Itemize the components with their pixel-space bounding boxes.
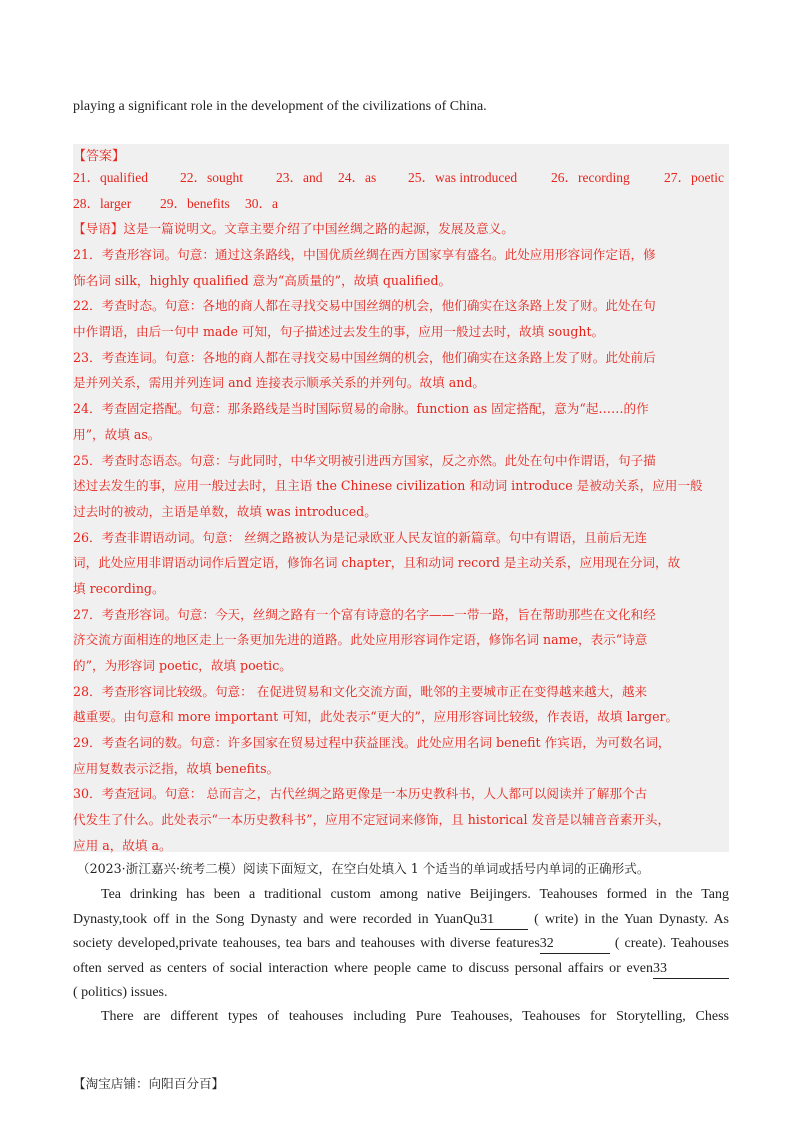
passage-line: There are different types of teahouses including Pure Teahouses, Teahouses for Storytelling, Chess: [101, 1009, 729, 1024]
question-heading: （2023·浙江嘉兴·统考二模）阅读下面短文，在空白处填入 1 个适当的单词或括号内单词的正确形式。: [77, 861, 650, 876]
answer-item-24: 24．as: [338, 170, 377, 185]
answer-item-26: 26．recording: [551, 170, 630, 185]
passage-paragraph-2: [73, 1005, 729, 1030]
explanation-27: 27．考查形容词。句意：今天，丝绸之路有一个富有诗意的名字——一带一路，旨在帮助那些在文化和经 济交流方面相连的地区走上一条更加先进的道路。此处应用形容词作定语，修饰名词 name，表示“诗意 的”，为形容词 poetic，故填 poetic。: [73, 606, 656, 673]
explanation-28: 28．考查形容词比较级。句意： 在促进贸易和文化交流方面，毗邻的主要城市正在变得越来越大，越来 越重要。由句意和 more important 可知，此处表示“更大的”，应用形容词比较级，作表语，故填 larger。: [73, 683, 679, 725]
blank-31[interactable]: 31: [480, 911, 528, 930]
answer-item-29: 29．benefits: [160, 196, 230, 211]
answer-heading: 【答案】: [73, 149, 126, 164]
explanation-30: 30．考查冠词。句意： 总而言之，古代丝绸之路更像是一本历史教科书，人人都可以阅读并了解那个古 代发生了什么。此处表示“一本历史教科书”，应用不定冠词来修饰，且 historical 发音是以辅音音素开头， 应用 a，故填 a。: [73, 786, 671, 853]
answer-item-25: 25．was introduced: [408, 170, 518, 185]
answer-item-27: 27．poetic: [664, 170, 724, 185]
passage-line: Tea drinking has been a traditional custom among native Beijingers. Teahouses formed in the Tang: [101, 887, 729, 902]
explanation-23: 23．考查连词。句意：各地的商人都在寻找交易中国丝绸的机会，他们确实在这条路上发了财。此处前后 是并列关系，需用并列连词 and 连接表示顺承关系的并列句。故填 and。: [73, 349, 656, 391]
footer-shop-label: 【淘宝店铺：向阳百分百】: [73, 1076, 225, 1091]
passage-line: ( politics) issues.: [73, 985, 168, 1000]
explanation-list: [73, 242, 729, 859]
explanation-26: 26．考查非谓语动词。句意： 丝绸之路被认为是记录欧亚人民友谊的新篇章。句中有谓语，且前后无连 词，此处应用非谓语动词作后置定语，修饰名词 chapter，且和动词 record 是主动关系，应用现在分词，故 填 recording。: [73, 529, 681, 596]
answer-item-22: 22．sought: [180, 170, 244, 185]
blank-33[interactable]: 33: [653, 960, 729, 979]
blank-32[interactable]: 32: [540, 935, 610, 954]
answer-item-23: 23．and: [276, 170, 323, 185]
explanation-25: 25．考查时态语态。句意：与此同时，中华文明被引进西方国家，反之亦然。此处在句中作谓语，句子描 述过去发生的事，应用一般过去时，且主语 the Chinese civilization 和动词 introduce 是被动关系，应用一般 过去时的被动，主语是单数，故填 was introduced。: [73, 452, 703, 519]
answer-item-21: 21．qualified: [73, 170, 148, 185]
passage-line: often served as centers of social interaction where people came to discuss personal affairs or even33: [73, 957, 729, 982]
answer-row-2: [73, 194, 729, 214]
passage-line: society developed,private teahouses, tea bars and teahouses with diverse features32 ( create). Teahouses: [73, 932, 729, 957]
explanation-22: 22．考查时态。句意：各地的商人都在寻找交易中国丝绸的机会，他们确实在这条路上发了财。此处在句 中作谓语，由后一句中 made 可知，句子描述过去发生的事，应用一般过去时，故填 sought。: [73, 298, 656, 340]
passage-paragraph-1: [73, 883, 729, 1006]
answer-row-1: [73, 168, 729, 188]
explanation-24: 24．考查固定搭配。句意：那条路线是当时国际贸易的命脉。function as 固定搭配，意为“起……的作 用”，故填 as。: [73, 401, 649, 442]
explanation-29: 29．考查名词的数。句意：许多国家在贸易过程中获益匪浅。此处应用名词 benefit 作宾语，为可数名词， 应用复数表示泛指，故填 benefits。: [73, 735, 671, 776]
explanation-21: 21．考查形容词。句意：通过这条路线，中国优质丝绸在西方国家享有盛名。此处应用形容词作定语，修 饰名词 silk，highly qualified 意为“高质量的”，故填 qualified。: [73, 247, 656, 288]
guide-text: 【导语】这是一篇说明文。文章主要介绍了中国丝绸之路的起源，发展及意义。: [73, 221, 514, 236]
passage-line: Dynasty,took off in the Song Dynasty and were recorded in YuanQu31 ( write) in the Yuan Dynasty. As: [73, 908, 729, 933]
answer-item-30: 30．a: [245, 196, 278, 211]
answer-item-28: 28．larger: [73, 196, 132, 211]
intro-line: playing a significant role in the development of the civilizations of China.: [73, 99, 487, 114]
